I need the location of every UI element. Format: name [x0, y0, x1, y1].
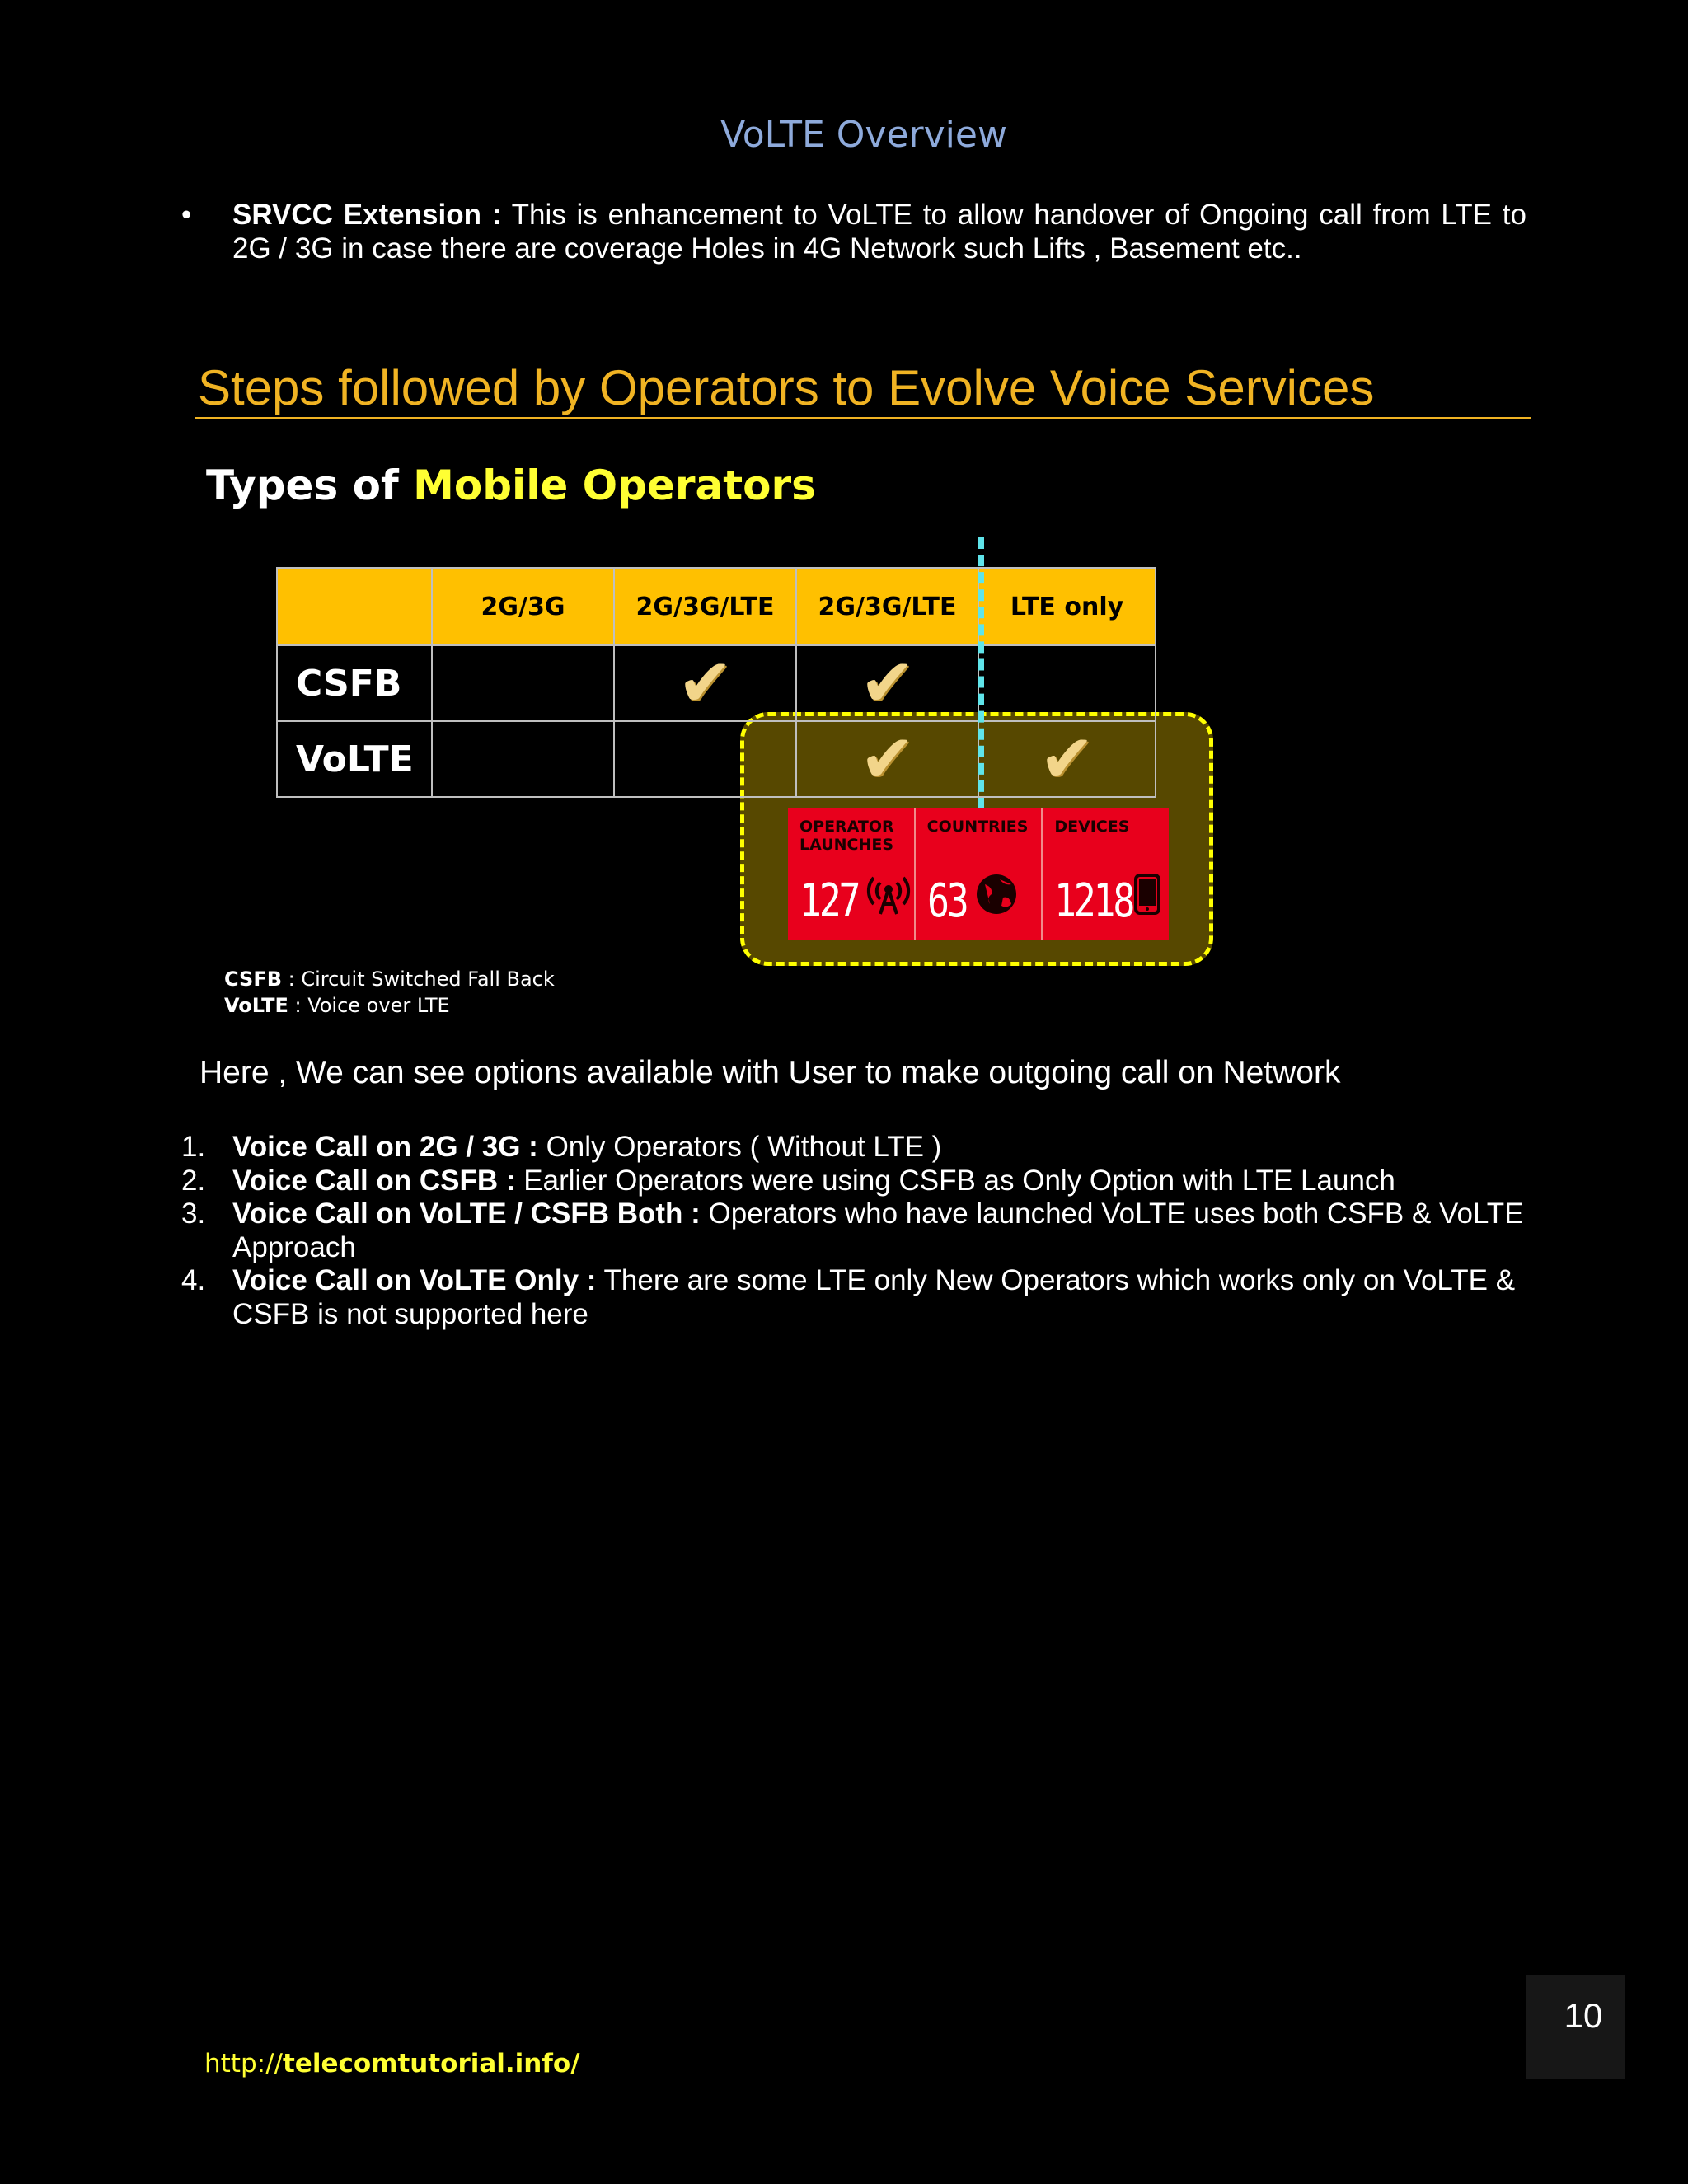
check-icon: ✔ — [796, 645, 978, 721]
stat-value: 1218 — [1054, 874, 1133, 928]
abbreviation-legend — [224, 966, 555, 1019]
antenna-icon — [865, 873, 912, 925]
stat-countries — [914, 808, 1042, 940]
stat-label: COUNTRIES — [926, 818, 1029, 836]
table-header-cell: LTE only — [978, 568, 1156, 645]
legend-desc: : Circuit Switched Fall Back — [282, 968, 555, 991]
check-icon — [614, 721, 796, 797]
legend-item — [224, 966, 555, 992]
page-number: 10 — [1564, 1996, 1603, 2035]
options-intro: Here , We can see options available with User to make outgoing call on Network — [199, 1055, 1341, 1090]
check-icon — [432, 645, 614, 721]
footer-url-prefix: http:// — [204, 2049, 283, 2079]
section-underline — [195, 417, 1531, 419]
list-item — [181, 1197, 1526, 1264]
check-icon — [978, 645, 1156, 721]
slide-title-highlight: Mobile Operators — [413, 462, 816, 509]
list-term: Voice Call on CSFB : — [232, 1164, 516, 1197]
table-header-row — [277, 568, 1156, 645]
legend-abbr: VoLTE — [224, 994, 288, 1017]
row-label-volte: VoLTE — [277, 721, 432, 797]
srvcc-term: SRVCC Extension : — [232, 199, 502, 231]
table-header-cell: 2G/3G/LTE — [614, 568, 796, 645]
stat-label: DEVICES — [1054, 818, 1130, 836]
list-item — [181, 1165, 1526, 1198]
stat-devices — [1041, 808, 1169, 940]
table-header-cell: 2G/3G/LTE — [796, 568, 978, 645]
list-text: There are some LTE only New Operators which works only on VoLTE & CSFB is not supported here — [232, 1264, 1516, 1330]
globe-icon — [975, 873, 1018, 925]
phone-icon — [1133, 873, 1161, 925]
stat-value: 127 — [799, 874, 859, 928]
table-row — [277, 721, 1156, 797]
footer-link[interactable] — [204, 2049, 579, 2079]
check-icon: ✔ — [796, 721, 978, 797]
srvcc-bullet-paragraph — [181, 198, 1526, 265]
list-term: Voice Call on VoLTE Only : — [232, 1264, 597, 1296]
row-label-csfb: CSFB — [277, 645, 432, 721]
check-icon — [432, 721, 614, 797]
legend-abbr: CSFB — [224, 968, 283, 991]
list-text: Operators who have launched VoLTE uses both CSFB & VoLTE Approach — [232, 1197, 1524, 1263]
check-icon: ✔ — [614, 645, 796, 721]
section-heading: Steps followed by Operators to Evolve Voice Services — [198, 360, 1375, 415]
list-number: 4. — [181, 1264, 206, 1296]
legend-item — [224, 992, 555, 1019]
slide-title-prefix: Types of — [206, 462, 414, 509]
list-term: Voice Call on 2G / 3G : — [232, 1131, 538, 1163]
volte-stats-banner — [788, 808, 1169, 940]
legend-desc: : Voice over LTE — [288, 994, 450, 1017]
list-number: 3. — [181, 1197, 206, 1230]
slide-title — [206, 462, 816, 509]
lte-divider-line — [978, 537, 984, 809]
table-header-cell: 2G/3G — [432, 568, 614, 645]
page-header-title: VoLTE Overview — [720, 114, 1007, 156]
stat-value: 63 — [926, 874, 967, 928]
stat-label: OPERATOR LAUNCHES — [799, 818, 894, 854]
check-icon: ✔ — [978, 721, 1156, 797]
srvcc-text: This is enhancement to VoLTE to allow handover of Ongoing call from LTE to 2G / 3G in case there are coverage Holes in 4G Network such Lifts , Basement etc.. — [232, 199, 1526, 265]
bullet-marker: • — [181, 199, 192, 231]
voice-call-options-list — [181, 1131, 1526, 1331]
list-item — [181, 1131, 1526, 1165]
list-text: Earlier Operators were using CSFB as Only Option with LTE Launch — [515, 1164, 1395, 1197]
operator-types-table — [276, 567, 1156, 798]
list-text: Only Operators ( Without LTE ) — [537, 1131, 942, 1163]
list-term: Voice Call on VoLTE / CSFB Both : — [232, 1197, 701, 1230]
table-row — [277, 645, 1156, 721]
stat-operator-launches — [788, 808, 914, 940]
footer-url-domain: telecomtutorial.info/ — [282, 2049, 580, 2079]
list-number: 1. — [181, 1131, 206, 1163]
list-item — [181, 1264, 1526, 1331]
table-header-cell — [277, 568, 432, 645]
list-number: 2. — [181, 1164, 206, 1197]
